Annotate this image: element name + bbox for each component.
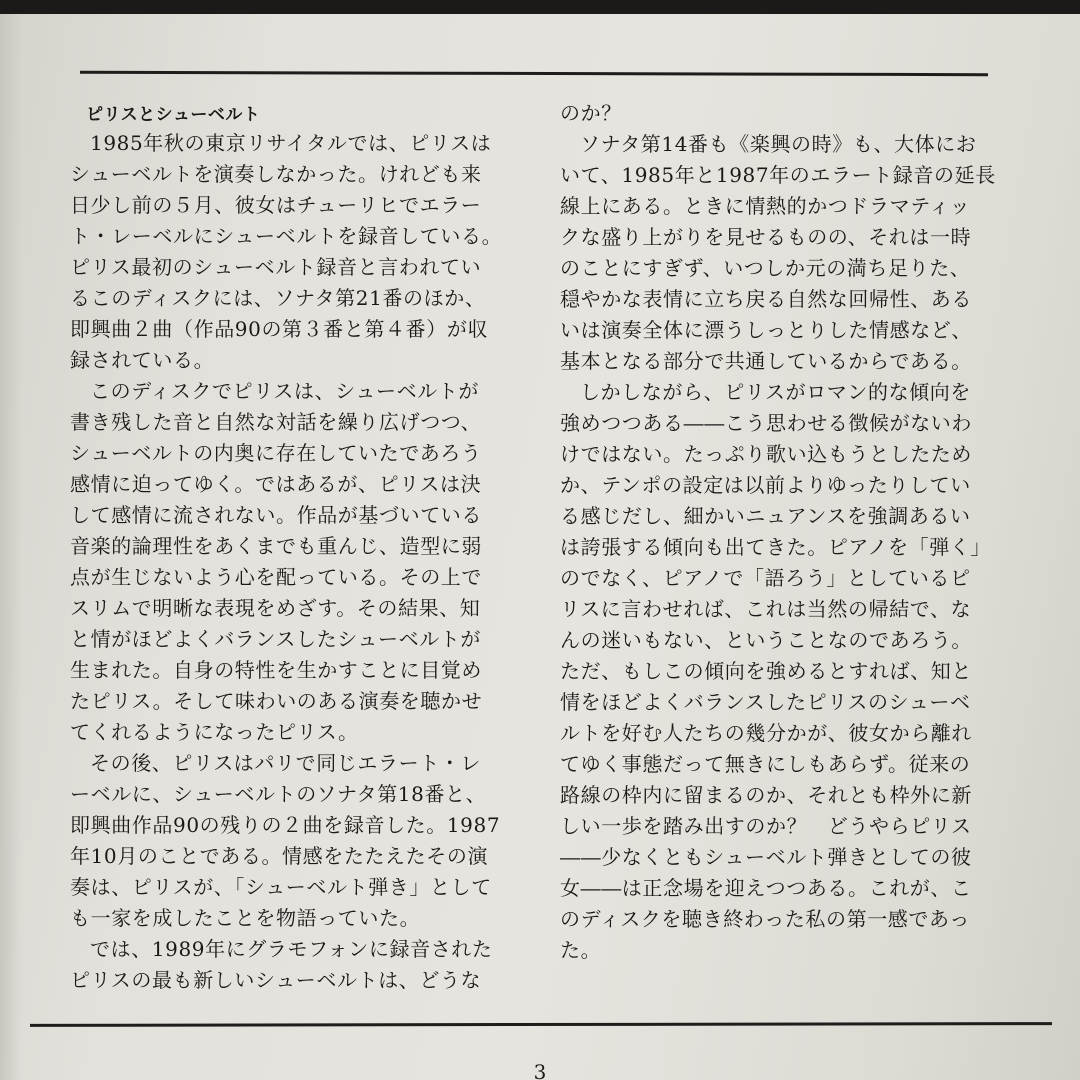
- text-line: 即興曲２曲（作品90の第３番と第４番）が収: [70, 317, 489, 341]
- text-line: 録されている。: [70, 348, 215, 372]
- text-line: シューベルトの内奥に存在していたであろう: [70, 441, 482, 465]
- text-line: ピリスの最も新しいシューベルトは、どうな: [70, 968, 482, 992]
- text-line: シューベルトを演奏しなかった。けれども来: [70, 162, 482, 186]
- right-column-body: [560, 98, 1030, 966]
- text-line: んの迷いもない、ということなのであろう。: [560, 628, 972, 652]
- left-column-body: [40, 128, 530, 996]
- text-line: 年10月のことである。情感をたたえたその演: [70, 844, 489, 868]
- text-line: 穏やかな表情に立ち戻る自然な回帰性、ある: [560, 287, 972, 311]
- text-line: では、1989年にグラモフォンに録音された: [90, 937, 493, 961]
- text-line: てゆく事態だって無きにしもあらず。従来の: [560, 752, 971, 776]
- text-line: 基本となる部分で共通しているからである。: [560, 349, 972, 373]
- text-line: 情をほどよくバランスしたピリスのシューベ: [560, 690, 971, 714]
- text-line: 線上にある。ときに情熱的かつドラマティッ: [560, 194, 971, 218]
- page-number: 3: [533, 1060, 547, 1080]
- text-line: クな盛り上がりを見せるものの、それは一時: [560, 225, 972, 249]
- text-line: 女――は正念場を迎えつつある。これが、こ: [560, 876, 972, 900]
- text-line: ただ、もしこの傾向を強めるとすれば、知と: [560, 659, 972, 683]
- booklet-page: [0, 14, 1080, 1080]
- text-line: ――少なくともシューベルト弾きとしての彼: [560, 845, 972, 869]
- text-line: ルトを好む人たちの幾分かが、彼女から離れ: [560, 721, 972, 745]
- text-line: して感情に流されない。作品が基づいている: [70, 503, 482, 527]
- text-line: 感情に迫ってゆく。ではあるが、ピリスは決: [70, 472, 482, 496]
- text-line: リスに言わせれば、これは当然の帰結で、な: [560, 597, 972, 621]
- text-line: 書き残した音と自然な対話を繰り広げつつ、: [70, 410, 482, 434]
- text-line: 音楽的論理性をあくまでも重んじ、造型に弱: [70, 534, 482, 558]
- text-line: 生まれた。自身の特性を生かすことに目覚め: [70, 658, 482, 682]
- top-rule: [80, 71, 988, 76]
- text-line: 路線の枠内に留まるのか、それとも枠外に新: [560, 783, 972, 807]
- text-line: てくれるようになったピリス。: [70, 720, 359, 744]
- text-line: か、テンポの設定は以前よりゆったりしてい: [560, 473, 971, 497]
- right-column: [560, 94, 1030, 966]
- text-line: このディスクでピリスは、シューベルトが: [90, 379, 479, 403]
- text-line: のか？: [560, 101, 622, 125]
- text-line: しい一歩を踏み出すのか？ どうやらピリス: [560, 814, 972, 838]
- text-line: その後、ピリスはパリで同じエラート・レ: [90, 751, 481, 775]
- left-column: [40, 94, 530, 996]
- text-line: のでなく、ピアノで「語ろう」としているピ: [560, 566, 971, 590]
- text-line: いて、1985年と1987年のエラート録音の延長: [560, 163, 996, 187]
- text-line: いは演奏全体に漂うしっとりした情感など、: [560, 318, 972, 342]
- text-line: ソナタ第14番も《楽興の時》も、大体にお: [580, 132, 977, 156]
- text-line: スリムで明晰な表現をめざす。その結果、知: [70, 596, 481, 620]
- text-line: は誇張する傾向も出てきた。ピアノを「弾く」: [560, 535, 991, 559]
- text-line: けではない。たっぷり歌い込もうとしたため: [560, 442, 972, 466]
- bottom-rule: [30, 1022, 1052, 1027]
- text-line: 奏は、ピリスが、「シューベルト弾き」として: [70, 875, 492, 899]
- text-line: ピリス最初のシューベルト録音と言われてい: [70, 255, 482, 279]
- text-line: 1985年秋の東京リサイタルでは、ピリスは: [90, 131, 492, 155]
- text-line: 強めつつある――こう思わせる徴候がないわ: [560, 411, 972, 435]
- text-line: しかしながら、ピリスがロマン的な傾向を: [580, 380, 971, 404]
- section-heading: ピリスとシューベルト: [86, 105, 261, 125]
- text-line: 即興曲作品90の残りの２曲を録音した。1987: [70, 813, 501, 837]
- text-line: 点が生じないよう心を配っている。その上で: [70, 565, 482, 589]
- text-line: た。: [560, 938, 602, 962]
- text-line: る感じだし、細かいニュアンスを強調あるい: [560, 504, 971, 528]
- text-line: たピリス。そして味わいのある演奏を聴かせ: [70, 689, 483, 713]
- text-line: も一家を成したことを物語っていた。: [70, 906, 421, 930]
- text-line: るこのディスクには、ソナタ第21番のほか、: [70, 286, 486, 310]
- text-line: と情がほどよくバランスしたシューベルトが: [70, 627, 481, 651]
- text-line: ト・レーベルにシューベルトを録音している。: [70, 224, 503, 248]
- text-line: のディスクを聴き終わった私の第一感であっ: [560, 907, 970, 931]
- text-line: ーベルに、シューベルトのソナタ第18番と、: [70, 782, 487, 806]
- text-line: のことにすぎず、いつしか元の満ち足りた、: [560, 256, 971, 280]
- text-line: 日少し前の５月、彼女はチューリヒでエラー: [70, 193, 482, 217]
